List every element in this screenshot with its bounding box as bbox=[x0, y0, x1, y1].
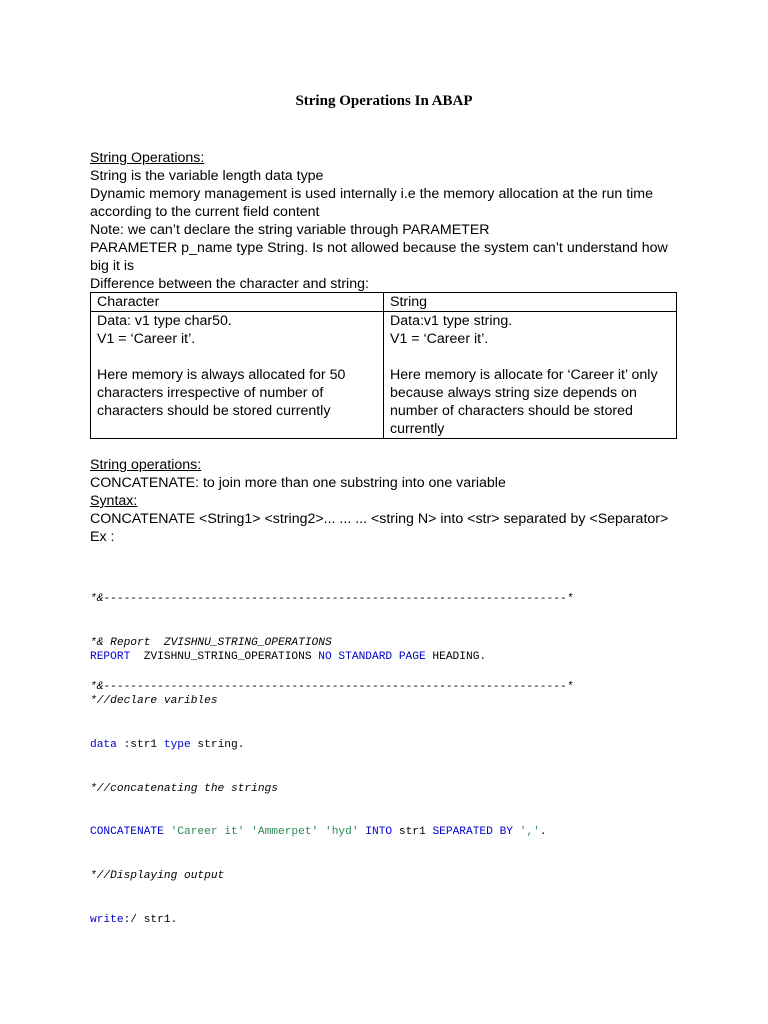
code-line: CONCATENATE 'Career it' 'Ammerpet' 'hyd' INTO str1 SEPARATED BY ','. bbox=[90, 826, 547, 839]
code-comment: *&---------------------------------------------------------------------* bbox=[90, 680, 574, 693]
table-cell-character bbox=[91, 312, 384, 439]
code-line: data :str1 type string. bbox=[90, 738, 245, 751]
cell-note: Here memory is allocate for ‘Career it’ only because always string size depends on number of characters should be stored currently bbox=[390, 367, 658, 437]
page-title: String Operations In ABAP bbox=[295, 93, 473, 109]
cell-line: V1 = ‘Career it’. bbox=[97, 331, 196, 347]
section-heading: String operations: bbox=[90, 457, 202, 473]
code-comment: *//declare varibles bbox=[90, 694, 218, 707]
table-row bbox=[91, 312, 677, 439]
comparison-table bbox=[90, 292, 677, 439]
table-header-cell: Character bbox=[91, 293, 384, 312]
table-header-cell: String bbox=[384, 293, 677, 312]
cell-note: Here memory is always allocated for 50 characters irrespective of number of characters should be stored currently bbox=[97, 367, 346, 419]
example-label: Ex : bbox=[90, 529, 115, 545]
table-cell-string bbox=[384, 312, 677, 439]
cell-line: Data:v1 type string. bbox=[390, 313, 513, 329]
intro-section bbox=[90, 149, 690, 293]
code-line: write:/ str1. bbox=[90, 913, 178, 926]
code-block bbox=[90, 621, 710, 942]
concat-description: CONCATENATE: to join more than one substring into one variable bbox=[90, 475, 506, 491]
code-comment: *//Displaying output bbox=[90, 870, 225, 883]
cell-line: V1 = ‘Career it’. bbox=[390, 331, 489, 347]
syntax-text: CONCATENATE <String1> <string2>... ... ... <string N> into <str> separated by <Separator> bbox=[90, 511, 669, 527]
section-heading: String Operations: bbox=[90, 150, 205, 166]
code-comment: *&---------------------------------------------------------------------* bbox=[90, 593, 574, 606]
syntax-label: Syntax: bbox=[90, 493, 138, 509]
code-comment: *//concatenating the strings bbox=[90, 782, 278, 795]
code-line: REPORT ZVISHNU_STRING_OPERATIONS NO STANDARD PAGE HEADING. bbox=[90, 651, 487, 664]
code-comment: *& Report ZVISHNU_STRING_OPERATIONS bbox=[90, 636, 332, 649]
intro-line: Dynamic memory management is used internally i.e the memory allocation at the run time according to the current field content bbox=[90, 186, 654, 220]
cell-line: Data: v1 type char50. bbox=[97, 313, 232, 329]
intro-line: PARAMETER p_name type String. Is not allowed because the system can’t understand how big it is bbox=[90, 240, 668, 274]
table-header-row bbox=[91, 293, 677, 312]
intro-line: Note: we can’t declare the string variable through PARAMETER bbox=[90, 222, 490, 238]
intro-line: String is the variable length data type bbox=[90, 168, 324, 184]
intro-line: Difference between the character and string: bbox=[90, 276, 369, 292]
operations-section bbox=[90, 456, 690, 546]
